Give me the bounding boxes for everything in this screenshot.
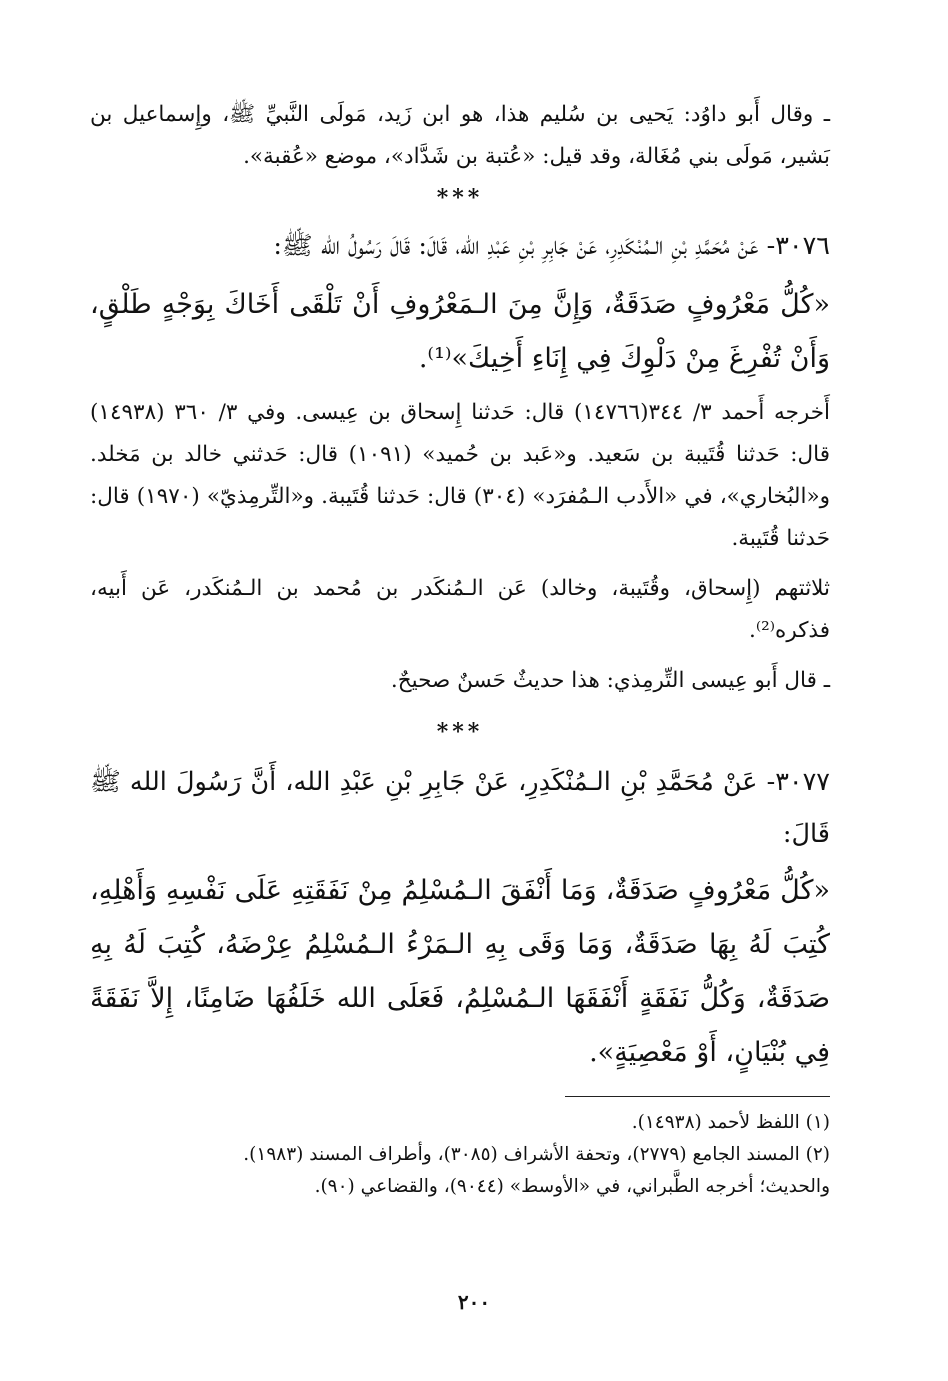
takhrij-paragraph: أَخرجه أَحمد ٣/ ٣٤٤(١٤٧٦٦) قال: حَدثنا إِسحاق بن عِيسى. وفي ٣/ ٣٦٠ (١٤٩٣٨) قال: حَدثنا قُتَيبة بن سَعيد. و«عَبد بن حُميد» (١٠٩١) قال: حَدثني خالد بن مَخلد. و«البُخاري»، في «الأَدب الـمُفرَد» (٣٠٤) قال: حَدثنا قُتَيبة. و«التِّرمِذيّ» (١٩٧٠) قال: حَدثنا قُتَيبة. (90, 400, 830, 551)
chain-paragraph: ثلاثتهم (إِسحاق، وقُتَيبة، وخالد) عَن الـمُنكَدر بن مُحمد بن الـمُنكَدر، عَن أَبيه، فذكره⁽²⁾. (90, 576, 830, 643)
hadith-3076-isnad: ٣٠٧٦- عَنْ مُحَمَّدِ بْنِ الـمُنْكَدِرِ، عَنْ جَابِرِ بْنِ عَبْدِ الله، قَالَ: قَالَ رَسُولُ الله ﷺ: (273, 231, 830, 261)
section-separator: *** (436, 185, 484, 211)
footnote-2: (٢) المسند الجامع (٢٧٧٩)، وتحفة الأشراف (٣٠٨٥)، وأطراف المسند (١٩٨٣). (243, 1144, 830, 1165)
section-separator-2: *** (436, 719, 484, 745)
footnote-2-continuation: والحديث؛ أخرجه الطَّبراني، في «الأوسط» (٩٠٤٤)، والقضاعي (٩٠). (314, 1176, 830, 1197)
tirmidhi-grading: ـ قال أَبو عِيسى التِّرمِذي: هذا حديثٌ حَسنٌ صحيحٌ. (390, 668, 830, 693)
hadith-3077-text: «كُلُّ مَعْرُوفٍ صَدَقَةٌ، وَمَا أَنْفَقَ الـمُسْلِمُ مِنْ نَفَقَتِهِ عَلَى نَفْسِهِ وَأَهْلِهِ، كُتِبَ لَهُ بِهَا صَدَقَةٌ، وَمَا وَقَى بِهِ الـمَرْءُ الـمُسْلِمُ عِرْضَهُ، كُتِبَ لَهُ بِهِ صَدَقَةٌ، وَكُلُّ نَفَقَةٍ أَنْفَقَهَا الـمُسْلِمُ، فَعَلَى الله خَلَفُهَا ضَامِنًا، إِلاَّ نَفَقَةً فِي بُنْيَانٍ، أَوْ مَعْصِيَةٍ». (90, 875, 830, 1068)
page-number: ٢٠٠ (457, 1290, 491, 1314)
paragraph-abu-dawud-note: ـ وقال أَبو داوُد: يَحيى بن سُليم هذا، هو ابن زَيد، مَولَى النَّبيِّ ﷺ، وإِسماعيل بن بَشير، مَولَى بني مُغَالة، وقد قيل: «عُتبة بن شَدَّاد»، موضع «عُقبة». (90, 102, 830, 169)
hadith-3077-isnad: ٣٠٧٧- عَنْ مُحَمَّدِ بْنِ الـمُنْكَدِرِ، عَنْ جَابِرِ بْنِ عَبْدِ الله، أَنَّ رَسُولَ الله ﷺ قَالَ: (90, 767, 830, 849)
footnote-1: (١) اللفظ لأحمد (١٤٩٣٨). (631, 1112, 830, 1133)
hadith-3076-text: «كُلُّ مَعْرُوفٍ صَدَقَةٌ، وَإِنَّ مِنَ الـمَعْرُوفِ أَنْ تَلْقَى أَخَاكَ بِوَجْهٍ طَلْقٍ، وَأَنْ تُفْرِغَ مِنْ دَلْوِكَ فِي إِنَاءِ أَخِيكَ»⁽¹⁾. (90, 289, 830, 374)
